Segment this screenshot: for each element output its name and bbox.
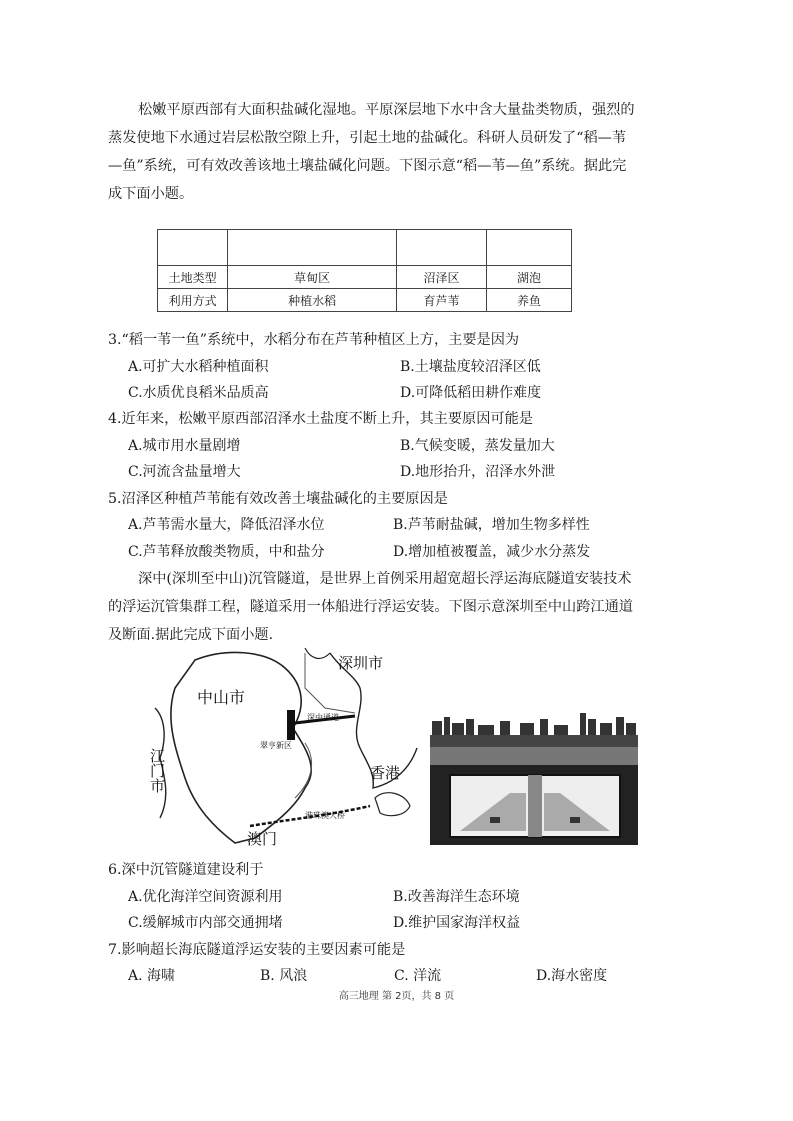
q4-option-a: A.城市用水量剧增 bbox=[128, 438, 241, 454]
intro-paragraph-2: 深中(深圳至中山)沉管隧道，是世界上首例采用超宽超长浮运海底隧道安装技术的浮运沉管集群工程，隧道采用一体船进行浮运安装。下图示意深圳至中山跨江通道及断面.据此完成下面小题. bbox=[108, 571, 633, 643]
q4-option-c: C.河流含盐量增大 bbox=[128, 464, 241, 480]
seabed-layer bbox=[430, 747, 638, 765]
q7-option-a: A. 海啸 bbox=[128, 968, 176, 984]
label-newdistrict: 翠亨新区 bbox=[260, 741, 292, 750]
table-cell: 沼泽区 bbox=[397, 266, 487, 289]
table-cell: 草甸区 bbox=[228, 266, 397, 289]
tunnel-section-image bbox=[430, 713, 638, 845]
q7-option-b: B. 风浪 bbox=[260, 968, 308, 984]
table-cell: 利用方式 bbox=[158, 289, 228, 312]
q4-option-b: B.气候变暖，蒸发量加大 bbox=[400, 438, 555, 454]
label-macau: 澳门 bbox=[247, 830, 278, 848]
q3-option-c: C.水质优良稻米品质高 bbox=[128, 385, 269, 401]
table-cell: 养鱼 bbox=[486, 289, 571, 312]
q5-option-d: D.增加植被覆盖，减少水分蒸发 bbox=[393, 544, 591, 560]
table-row bbox=[158, 266, 572, 289]
table-row bbox=[158, 289, 572, 312]
question-5-stem: 5.沼泽区种植芦苇能有效改善土壤盐碱化的主要原因是 bbox=[108, 491, 448, 507]
q3-option-d: D.可降低稻田耕作难度 bbox=[400, 385, 542, 401]
intro-paragraph-1: 松嫩平原西部有大面积盐碱化湿地。平原深层地下水中含大量盐类物质，强烈的蒸发使地下水通过岩层松散空隙上升，引起土地的盐碱化。科研人员研发了“稻—苇—鱼”系统，可有效改善该地土壤盐碱化问题。下图示意“稻—苇—鱼”系统。据此完成下面小题。 bbox=[108, 102, 635, 202]
table-cell: 土地类型 bbox=[158, 266, 228, 289]
tunnel-divider bbox=[528, 775, 542, 837]
water-layer bbox=[430, 735, 638, 747]
channel-pier bbox=[287, 710, 295, 740]
shenzhen-zhongshan-map bbox=[148, 648, 417, 848]
label-hongkong: 香港 bbox=[370, 764, 401, 782]
table-cell: 种植水稻 bbox=[228, 289, 397, 312]
question-6-stem: 6.深中沉管隧道建设利于 bbox=[108, 862, 264, 878]
table-image-row bbox=[158, 230, 572, 266]
q6-option-c: C.缓解城市内部交通拥堵 bbox=[128, 915, 283, 931]
label-channel: 深中通道 bbox=[307, 713, 339, 722]
question-4-stem: 4.近年来，松嫩平原西部沼泽水土盐度不断上升，其主要原因可能是 bbox=[108, 411, 533, 427]
car-icon bbox=[570, 817, 580, 823]
q6-option-a: A.优化海洋空间资源利用 bbox=[128, 889, 283, 905]
question-7-stem: 7.影响超长海底隧道浮运安装的主要因素可能是 bbox=[108, 942, 406, 958]
q7-option-c: C. 洋流 bbox=[394, 968, 442, 984]
q4-option-d: D.地形抬升，沼泽水外泄 bbox=[400, 464, 556, 480]
label-shenzhen: 深圳市 bbox=[338, 654, 384, 672]
q6-option-d: D.维护国家海洋权益 bbox=[393, 915, 521, 931]
label-zhongshan: 中山市 bbox=[197, 688, 246, 707]
table-cell: 育芦苇 bbox=[397, 289, 487, 312]
page-footer: 高三地理 第 2页，共 8 页 bbox=[338, 991, 455, 1002]
label-jiangmen: 江门市 bbox=[148, 748, 166, 793]
q7-option-d: D.海水密度 bbox=[536, 968, 608, 984]
question-3-stem: 3.“稻一苇一鱼”系统中，水稻分布在芦苇种植区上方，主要是因为 bbox=[108, 332, 520, 348]
q5-option-c: C.芦苇释放酸类物质，中和盐分 bbox=[128, 544, 325, 560]
q6-option-b: B.改善海洋生态环境 bbox=[393, 889, 520, 905]
q3-option-b: B.土壤盐度较沼泽区低 bbox=[400, 359, 541, 375]
q5-option-b: B.芦苇耐盐碱，增加生物多样性 bbox=[393, 517, 590, 533]
label-bridge: 港珠澳大桥 bbox=[305, 811, 345, 820]
table-cell: 湖泡 bbox=[486, 266, 571, 289]
car-icon bbox=[490, 817, 500, 823]
q3-option-a: A.可扩大水稻种植面积 bbox=[128, 359, 269, 375]
land-use-table bbox=[157, 229, 572, 312]
q5-option-a: A.芦苇需水量大，降低沼泽水位 bbox=[128, 517, 325, 533]
